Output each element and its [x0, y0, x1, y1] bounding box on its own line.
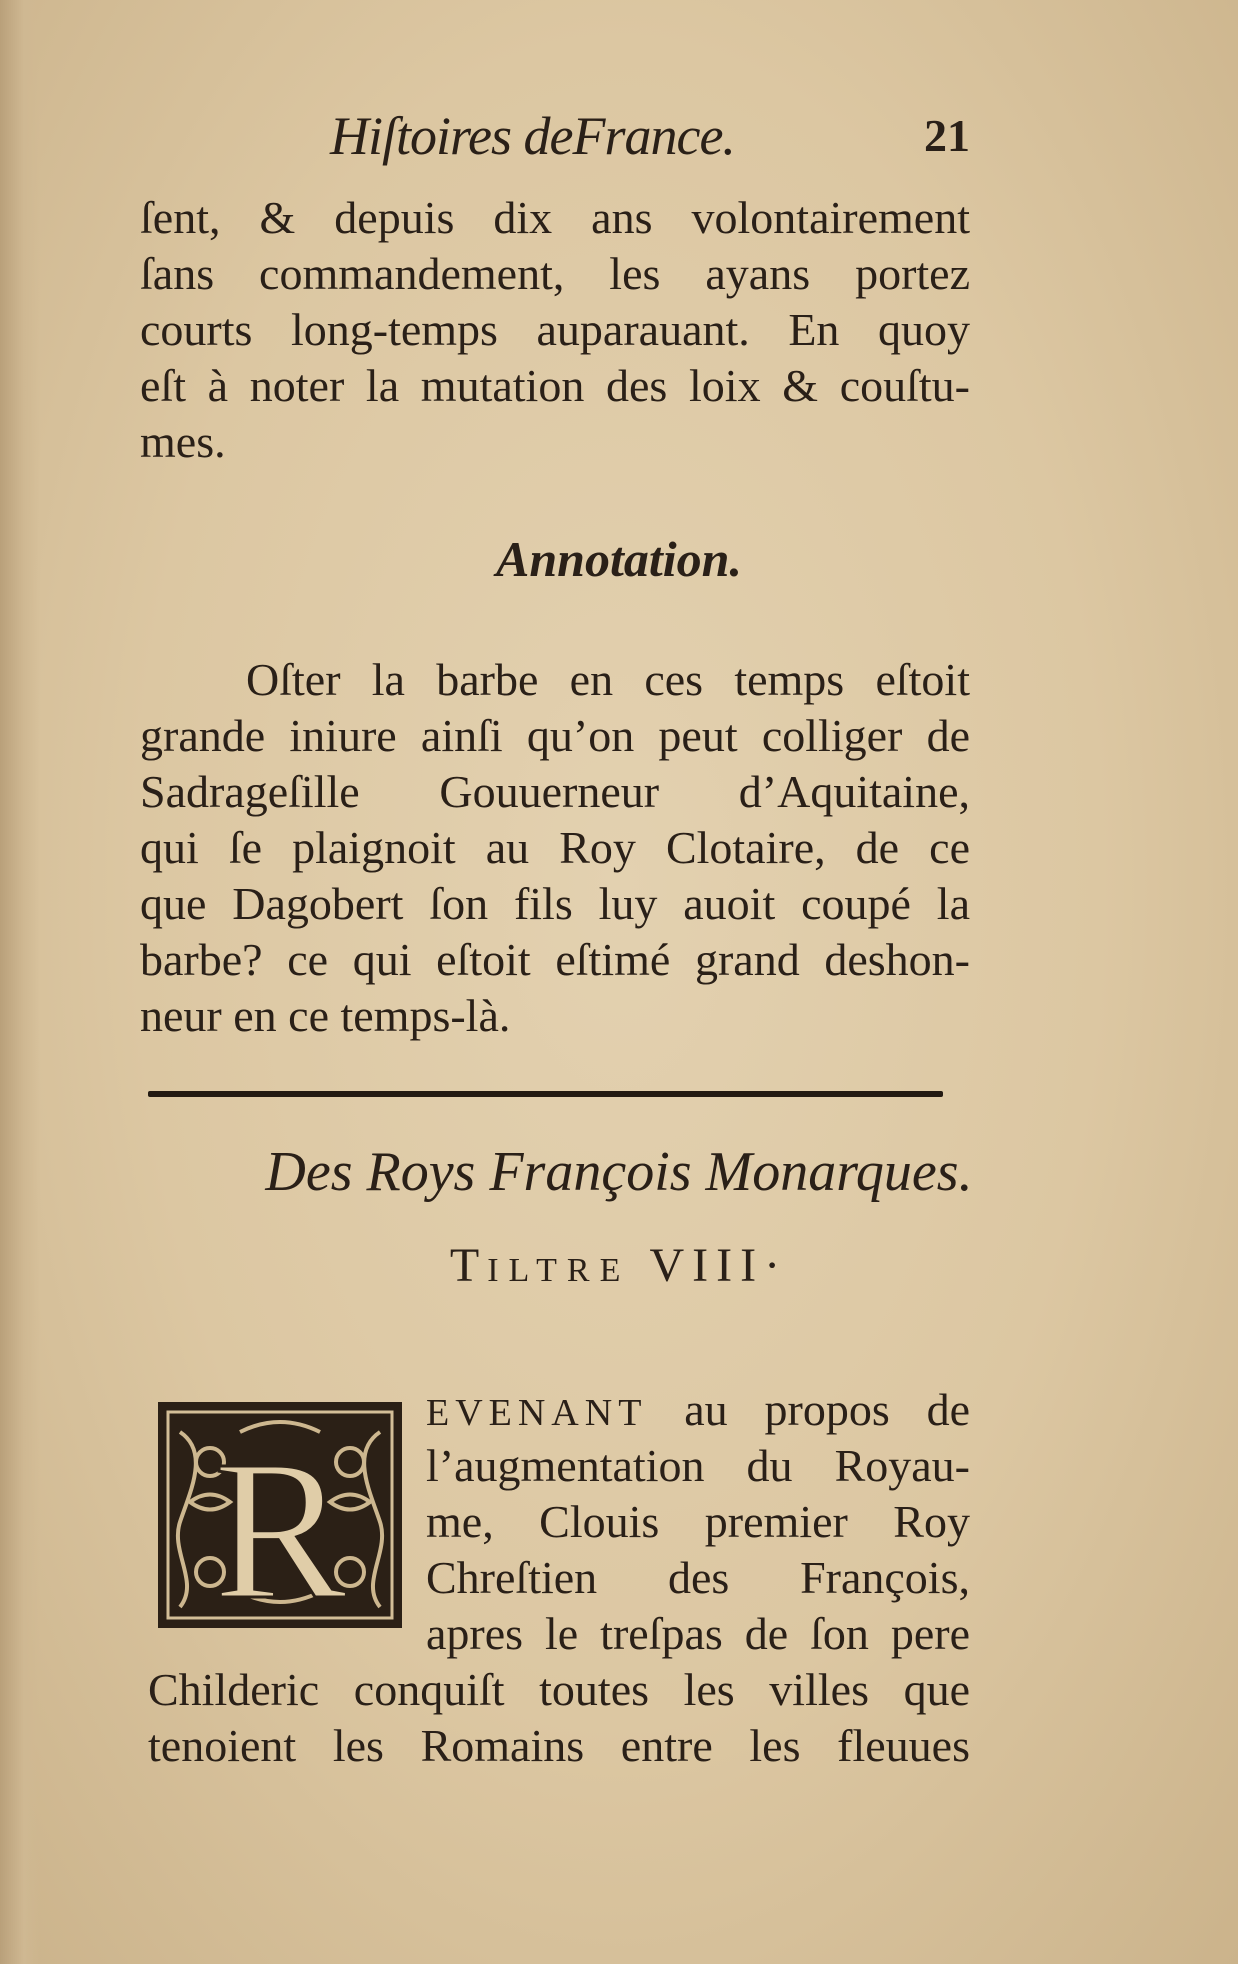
text-line-rest: au propos de: [647, 1384, 970, 1435]
page-number: 21: [924, 110, 970, 161]
text-line: ſent, & depuis dix ans volontairement: [140, 192, 970, 243]
text-line: Chreſtien des François,: [426, 1552, 970, 1603]
text-line: courts long-temps auparauant. En quoy: [140, 304, 970, 355]
section-subtitle: [0, 1238, 1238, 1293]
dropcap-letter: R: [213, 1420, 347, 1641]
divider-rule: [148, 1091, 943, 1097]
subtitle-numeral: VIII·: [649, 1239, 789, 1292]
ornamental-dropcap-icon: [150, 1392, 410, 1642]
text-line: l’augmentation du Royau-: [426, 1440, 970, 1491]
text-line: grande iniure ainſi qu’on peut colliger de: [140, 710, 970, 761]
first-word-smallcaps: EVENANT: [426, 1392, 648, 1434]
text-line: Sadrageſille Gouuerneur d’Aquitaine,: [140, 766, 970, 817]
text-line: Oſter la barbe en ces temps eſtoit: [246, 654, 970, 705]
text-line: neur en ce temps-là.: [140, 990, 511, 1041]
annotation-heading: Annotation.: [496, 531, 742, 587]
text-line: ſans commandement, les ayans portez: [140, 248, 970, 299]
text-line: eſt à noter la mutation des loix & couſtu-: [140, 360, 970, 411]
text-line: [426, 1382, 970, 1441]
text-line: tenoient les Romains entre les fleuues: [148, 1720, 970, 1771]
text-line: apres le treſpas de ſon pere: [426, 1608, 970, 1659]
text-line: Childeric conquiſt toutes les villes que: [148, 1664, 970, 1715]
text-line: qui ſe plaignoit au Roy Clotaire, de ce: [140, 822, 970, 873]
running-head: Hiſtoires deFrance.: [330, 106, 735, 166]
text-line: barbe? ce qui eſtoit eſtimé grand deshon-: [140, 934, 970, 985]
section-title: Des Roys François Monarques.: [265, 1141, 973, 1203]
page-edge-shadow: [0, 0, 40, 1964]
text-line: mes.: [140, 416, 226, 467]
subtitle-initial: T: [449, 1239, 488, 1292]
text-line: me, Clouis premier Roy: [426, 1496, 970, 1547]
subtitle-smallcaps: ILTRE: [487, 1252, 631, 1289]
text-line: que Dagobert ſon fils luy auoit coupé la: [140, 878, 970, 929]
page-header: [330, 105, 970, 175]
